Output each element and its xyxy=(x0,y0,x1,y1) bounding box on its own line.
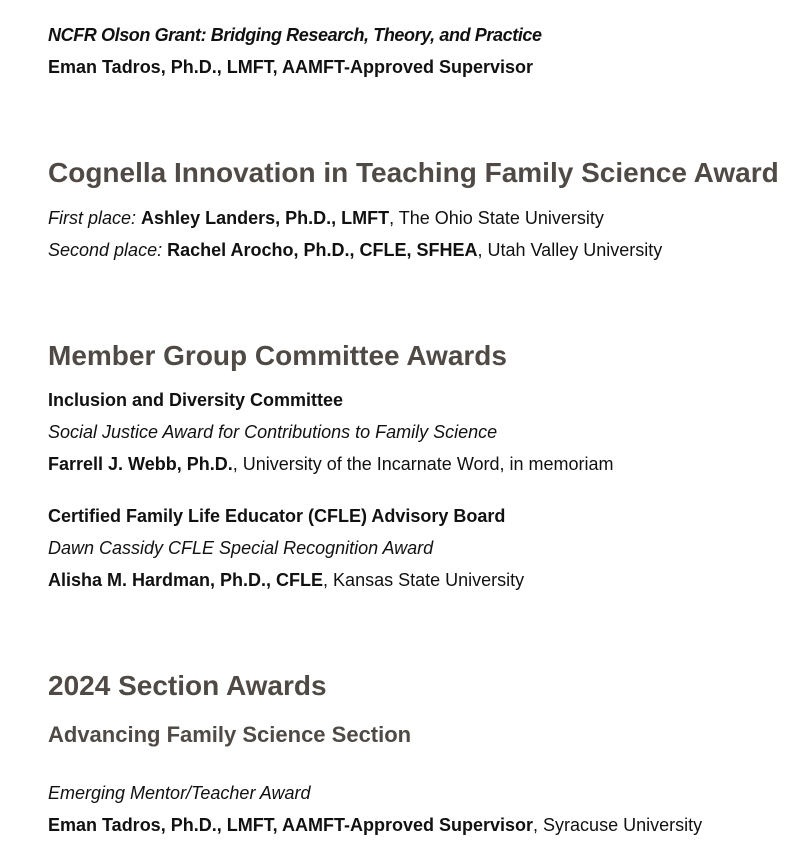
olson-grant-title: NCFR Olson Grant: Bridging Research, Theory, and Practice xyxy=(48,25,542,45)
section-name: Advancing Family Science Section xyxy=(48,722,412,747)
committee-award-title: Social Justice Award for Contributions to Family Science xyxy=(48,422,498,442)
second-place-label: Second place: xyxy=(48,240,163,260)
recipient-name: Farrell J. Webb, Ph.D. xyxy=(48,454,233,474)
recipient-name: Eman Tadros, Ph.D., LMFT, AAMFT-Approved Supervisor xyxy=(48,815,534,835)
cognella-second-place xyxy=(48,238,662,262)
second-place-affiliation: , Utah Valley University xyxy=(477,240,663,260)
cognella-award-heading: Cognella Innovation in Teaching Family Science Award xyxy=(48,157,779,188)
section-award-title: Emerging Mentor/Teacher Award xyxy=(48,783,311,803)
second-place-name: Rachel Arocho, Ph.D., CFLE, SFHEA xyxy=(167,240,478,260)
first-place-label: First place: xyxy=(48,208,137,228)
section-award-recipient xyxy=(48,813,702,837)
committee-award-recipient xyxy=(48,568,524,592)
cognella-first-place xyxy=(48,206,604,230)
committee-name: Certified Family Life Educator (CFLE) Advisory Board xyxy=(48,506,506,526)
committee-award-title: Dawn Cassidy CFLE Special Recognition Award xyxy=(48,538,434,558)
olson-grant-recipient: Eman Tadros, Ph.D., LMFT, AAMFT-Approved Supervisor xyxy=(48,57,534,77)
recipient-affiliation: , Kansas State University xyxy=(323,570,525,590)
committee-award-recipient xyxy=(48,452,614,476)
recipient-name: Alisha M. Hardman, Ph.D., CFLE xyxy=(48,570,324,590)
recipient-affiliation: , University of the Incarnate Word, in memoriam xyxy=(232,454,614,474)
committee-name: Inclusion and Diversity Committee xyxy=(48,390,344,410)
first-place-name: Ashley Landers, Ph.D., LMFT xyxy=(141,208,390,228)
section-awards-heading: 2024 Section Awards xyxy=(48,670,327,701)
first-place-affiliation: , The Ohio State University xyxy=(389,208,604,228)
recipient-affiliation: , Syracuse University xyxy=(533,815,703,835)
member-group-heading: Member Group Committee Awards xyxy=(48,340,507,371)
